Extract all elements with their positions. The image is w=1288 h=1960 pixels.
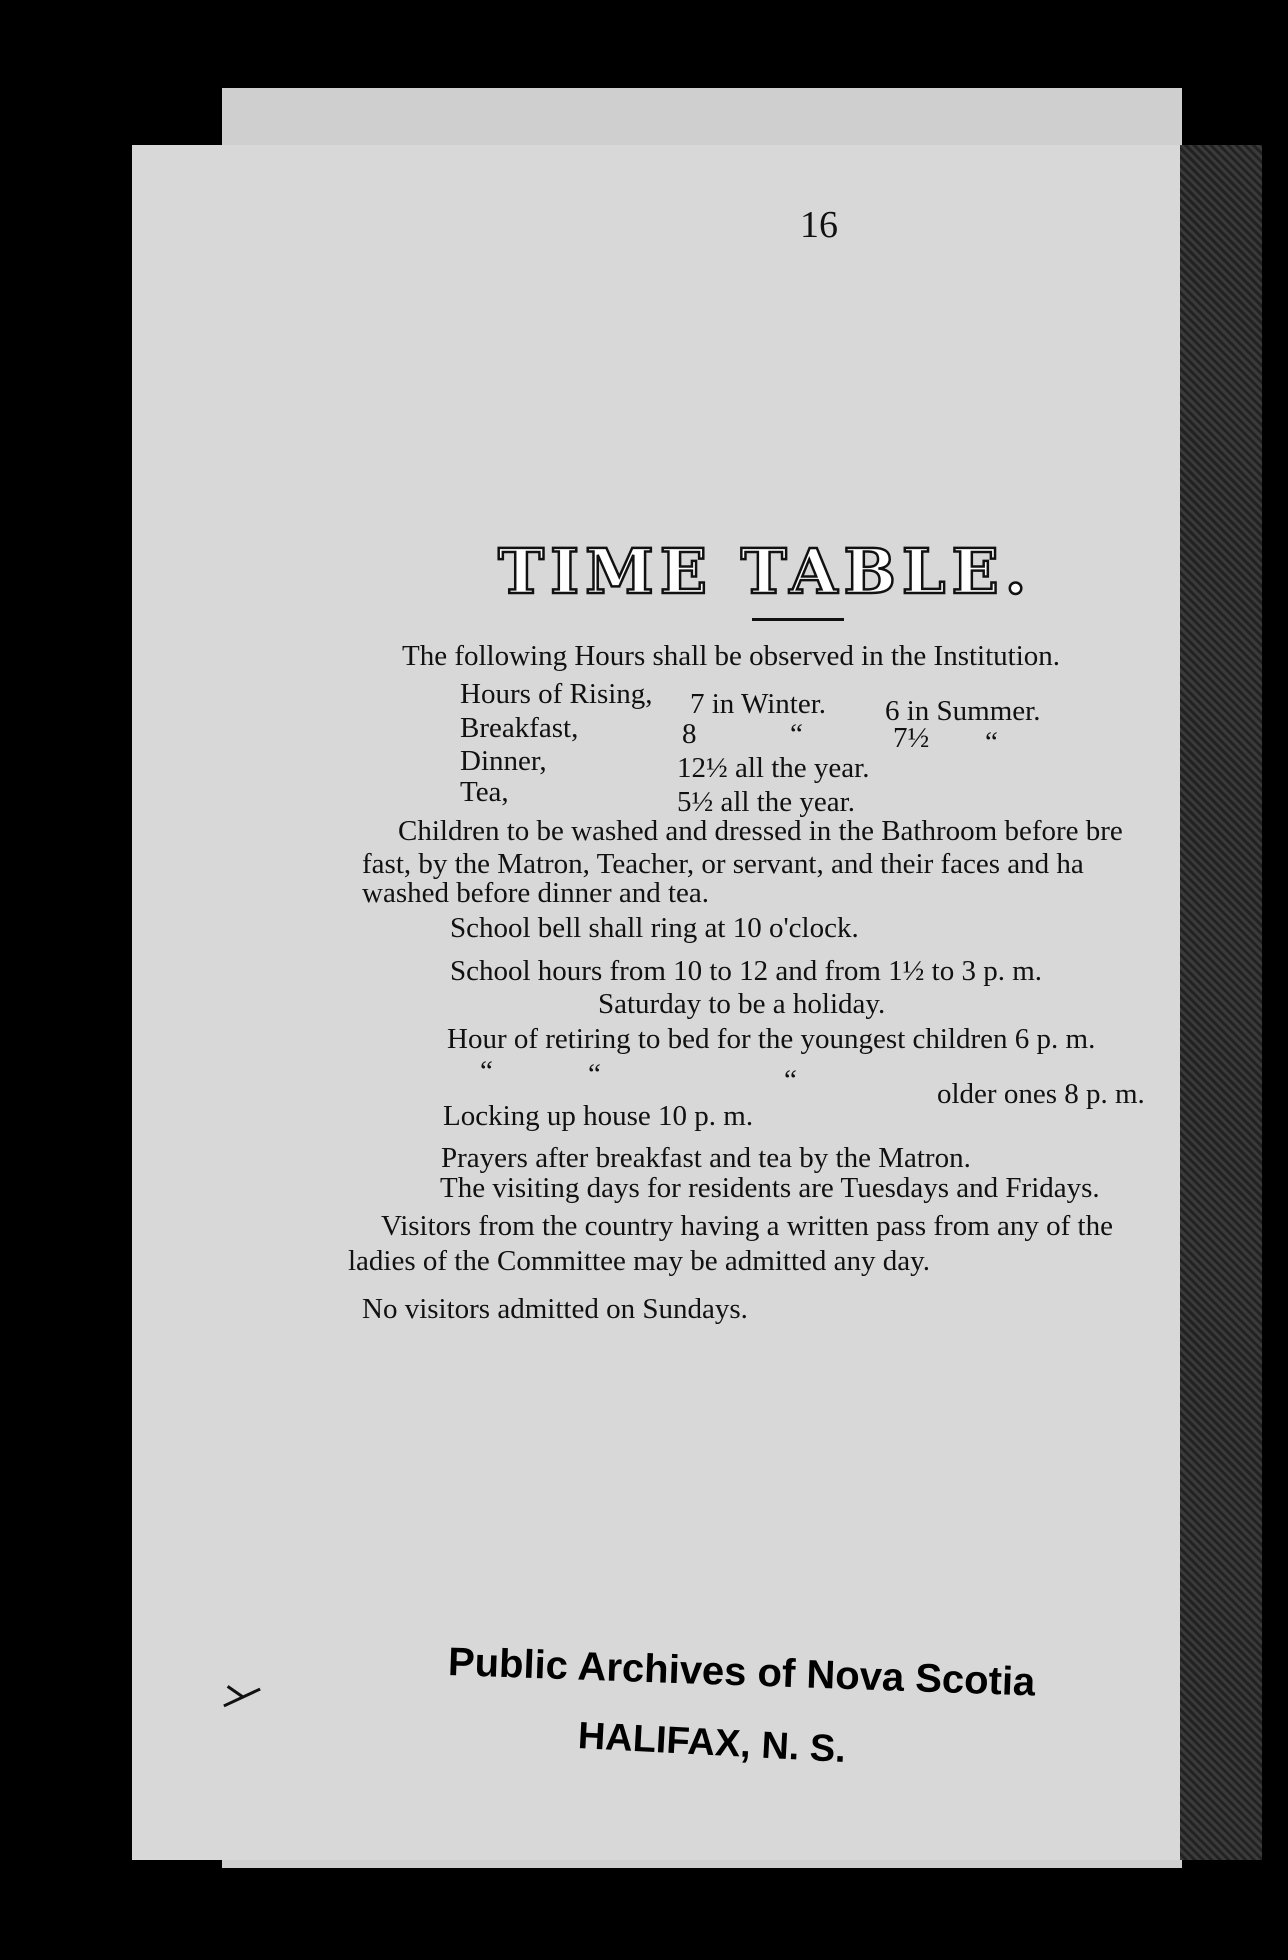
meal-winter: 12½ all the year. [677, 752, 870, 784]
country-visitors-line: Visitors from the country having a written pass from any of the [381, 1210, 1113, 1242]
page-number: 16 [800, 204, 838, 246]
meal-label: Hours of Rising, [460, 678, 653, 710]
meal-winter: 5½ all the year. [677, 786, 855, 818]
ditto-mark: “ [588, 1058, 601, 1090]
meal-label: Breakfast, [460, 712, 579, 744]
retiring-older: older ones 8 p. m. [937, 1078, 1145, 1110]
visiting-days: The visiting days for residents are Tuesdays and Fridays. [440, 1172, 1100, 1204]
country-visitors-line: ladies of the Committee may be admitted any day. [348, 1245, 930, 1277]
washing-line: Children to be washed and dressed in the Bathroom before bre [398, 815, 1123, 847]
meal-summer: 7½ [893, 722, 930, 754]
meal-ditto: “ [985, 726, 998, 758]
archive-stamp-line1: Public Archives of Nova Scotia [447, 1640, 1037, 1705]
school-bell: School bell shall ring at 10 o'clock. [450, 912, 859, 944]
locking-up: Locking up house 10 p. m. [443, 1100, 754, 1132]
ditto-mark: “ [784, 1064, 797, 1096]
meal-winter: 7 in Winter. [690, 688, 827, 720]
school-hours: School hours from 10 to 12 and from 1½ to 3 p. m. [450, 955, 1043, 987]
meal-winter: 8 [682, 718, 697, 750]
ditto-mark: “ [480, 1055, 493, 1087]
archive-stamp-line2: HALIFAX, N. S. [576, 1715, 847, 1772]
meal-label: Dinner, [460, 745, 547, 777]
book-spine [1180, 145, 1262, 1860]
meal-summer: 6 in Summer. [885, 695, 1041, 727]
retiring-youngest: Hour of retiring to bed for the youngest children 6 p. m. [447, 1023, 1096, 1055]
intro-text: The following Hours shall be observed in the Institution. [402, 640, 1061, 672]
saturday-holiday: Saturday to be a holiday. [598, 988, 886, 1020]
meal-label: Tea, [460, 776, 509, 808]
sunday-visitors: No visitors admitted on Sundays. [362, 1293, 748, 1325]
prayers: Prayers after breakfast and tea by the Matron. [441, 1142, 971, 1174]
page-title: TIME TABLE. [498, 535, 1033, 608]
meal-ditto: “ [790, 718, 803, 750]
washing-line: washed before dinner and tea. [362, 877, 710, 909]
title-rule [752, 618, 844, 621]
washing-line: fast, by the Matron, Teacher, or servant, and their faces and ha [362, 848, 1084, 880]
